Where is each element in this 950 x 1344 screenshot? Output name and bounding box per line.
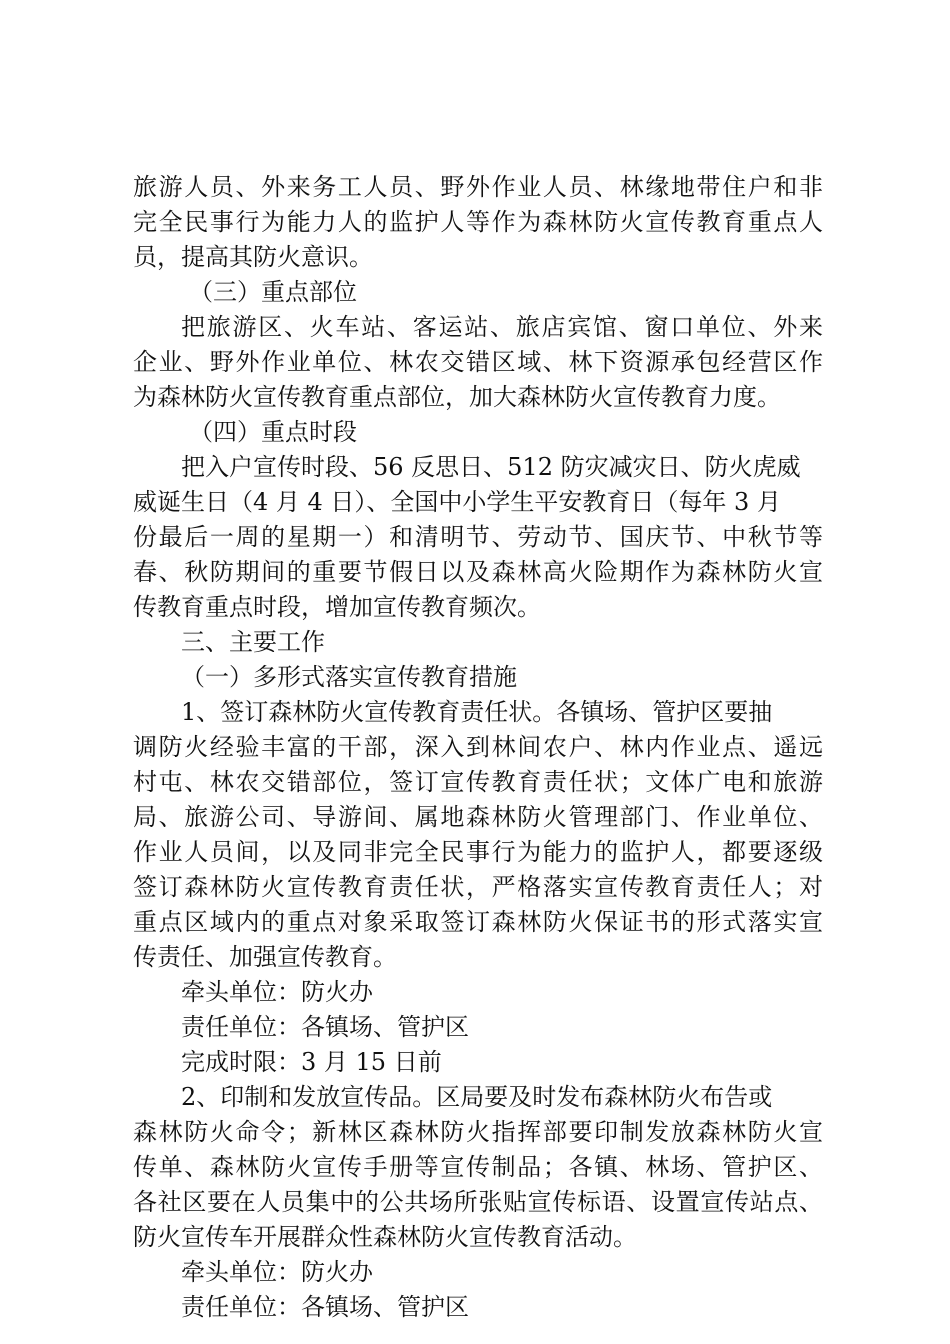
section-heading: （四）重点时段 (189, 418, 357, 446)
body-text-line: 完全民事行为能力人的监护人等作为森林防火宣传教育重点人 (133, 208, 823, 236)
body-text-line: 份最后一周的星期一）和清明节、劳动节、国庆节、中秋节等 (133, 523, 823, 551)
subsection-heading: （一）多形式落实宣传教育措施 (181, 663, 517, 691)
lead-unit-line: 牵头单位：防火办 (181, 978, 373, 1006)
responsible-unit-line: 责任单位：各镇场、管护区 (181, 1293, 469, 1321)
body-text-line: 作业人员间，以及同非完全民事行为能力的监护人，都要逐级 (133, 838, 823, 866)
paragraph-first-line: 把入户宣传时段、56 反思日、512 防灾减灾日、防火虎威 (181, 453, 801, 481)
paragraph-first-line: 1、签订森林防火宣传教育责任状。各镇场、管护区要抽 (181, 698, 773, 726)
body-text-line: 森林防火命令；新林区森林防火指挥部要印制发放森林防火宣 (133, 1118, 823, 1146)
body-text-line: 局、旅游公司、导游间、属地森林防火管理部门、作业单位、 (133, 803, 823, 831)
body-text-line: 传教育重点时段，增加宣传教育频次。 (133, 593, 541, 621)
lead-unit-line: 牵头单位：防火办 (181, 1258, 373, 1286)
body-text-line: 传责任、加强宣传教育。 (133, 943, 397, 971)
document-body (133, 170, 823, 1325)
body-text-line: 传单、森林防火宣传手册等宣传制品；各镇、林场、管护区、 (133, 1153, 823, 1181)
body-text-line: 签订森林防火宣传教育责任状，严格落实宣传教育责任人；对 (133, 873, 823, 901)
body-text-line: 企业、野外作业单位、林农交错区域、林下资源承包经营区作 (133, 348, 823, 376)
body-text-line: 威诞生日（4 月 4 日）、全国中小学生平安教育日（每年 3 月 (133, 488, 781, 516)
body-text-line: 为森林防火宣传教育重点部位，加大森林防火宣传教育力度。 (133, 383, 781, 411)
paragraph-first-line: 2、印制和发放宣传品。区局要及时发布森林防火布告或 (181, 1083, 773, 1111)
body-text-line: 重点区域内的重点对象采取签订森林防火保证书的形式落实宣 (133, 908, 823, 936)
paragraph-first-line: 把旅游区、火车站、客运站、旅店宾馆、窗口单位、外来 (181, 313, 823, 341)
body-text-line: 各社区要在人员集中的公共场所张贴宣传标语、设置宣传站点、 (133, 1188, 823, 1216)
body-text-line: 村屯、林农交错部位，签订宣传教育责任状；文体广电和旅游 (133, 768, 823, 796)
body-text-line: 调防火经验丰富的干部，深入到林间农户、林内作业点、遥远 (133, 733, 823, 761)
body-text-line: 旅游人员、外来务工人员、野外作业人员、林缘地带住户和非 (133, 173, 823, 201)
body-text-line: 防火宣传车开展群众性森林防火宣传教育活动。 (133, 1223, 637, 1251)
deadline-line: 完成时限：3 月 15 日前 (181, 1048, 442, 1076)
body-text-line: 春、秋防期间的重要节假日以及森林高火险期作为森林防火宣 (133, 558, 823, 586)
body-text-line: 员，提高其防火意识。 (133, 243, 373, 271)
section-heading: 三、主要工作 (181, 628, 325, 656)
section-heading: （三）重点部位 (189, 278, 357, 306)
responsible-unit-line: 责任单位：各镇场、管护区 (181, 1013, 469, 1041)
